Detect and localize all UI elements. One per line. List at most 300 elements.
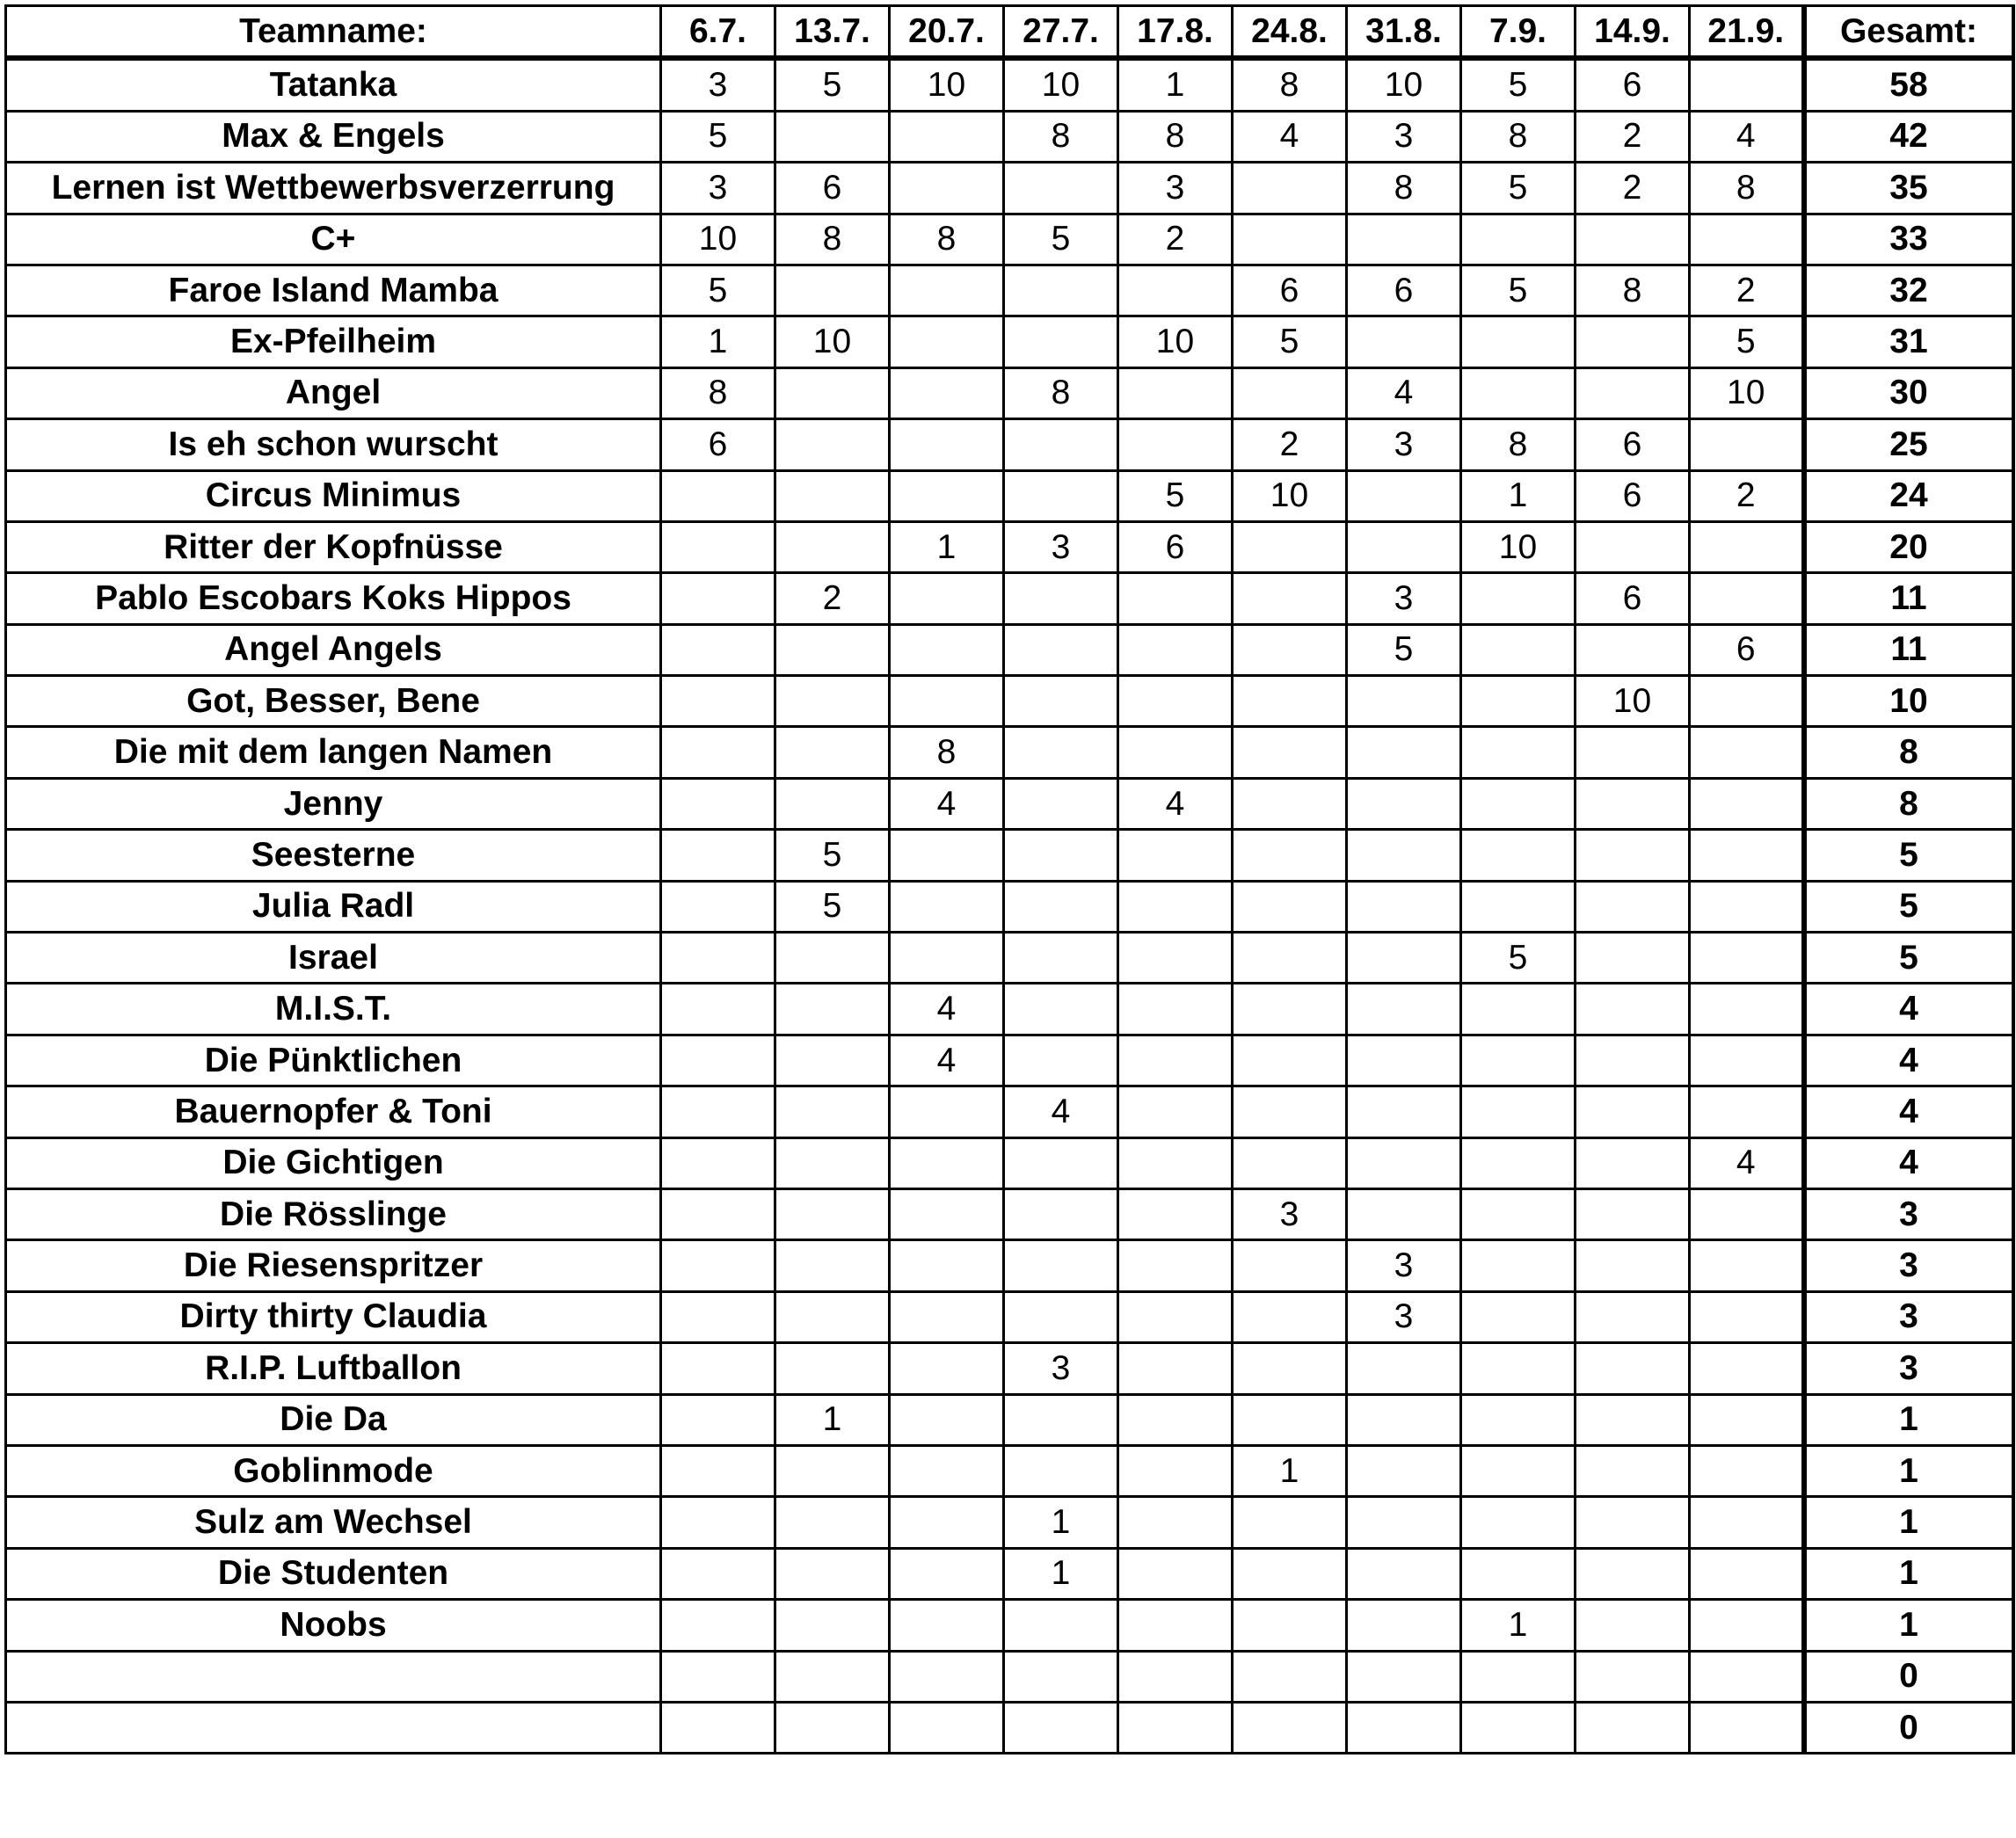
total-cell: 10 (1804, 676, 2013, 727)
team-name-cell: Die Gichtigen (6, 1137, 661, 1188)
team-name-cell: Circus Minimus (6, 470, 661, 521)
score-cell (775, 1240, 890, 1291)
score-cell (1461, 214, 1576, 265)
score-cell (1118, 830, 1233, 881)
total-cell: 11 (1804, 573, 2013, 624)
score-cell (661, 1291, 775, 1342)
score-cell: 5 (1461, 58, 1576, 111)
table-row (6, 1651, 2013, 1702)
team-name-cell: Die Studenten (6, 1548, 661, 1599)
score-cell (1118, 1702, 1233, 1753)
score-cell: 4 (1690, 1137, 1804, 1188)
score-cell (1347, 1035, 1461, 1086)
team-name-cell: Faroe Island Mamba (6, 265, 661, 316)
score-cell (1118, 1445, 1233, 1496)
score-cell (1004, 573, 1118, 624)
score-cell (1118, 367, 1233, 418)
score-cell (1576, 933, 1690, 984)
score-cell (1347, 778, 1461, 829)
table-row (6, 881, 2013, 932)
score-cell (890, 1086, 1004, 1137)
score-cell (1461, 727, 1576, 778)
score-cell (1690, 778, 1804, 829)
total-cell: 4 (1804, 984, 2013, 1035)
table-body (6, 58, 2013, 1753)
score-cell (775, 727, 890, 778)
score-cell (661, 470, 775, 521)
team-name-cell: Israel (6, 933, 661, 984)
score-cell: 10 (1004, 58, 1118, 111)
score-cell: 5 (1233, 316, 1347, 367)
score-cell (1004, 984, 1118, 1035)
score-cell (1347, 1086, 1461, 1137)
score-cell (661, 1188, 775, 1239)
score-cell (1004, 676, 1118, 727)
score-cell: 5 (775, 58, 890, 111)
score-cell (1004, 1651, 1118, 1702)
score-cell (1347, 984, 1461, 1035)
total-cell: 30 (1804, 367, 2013, 418)
score-cell (775, 111, 890, 162)
score-cell (1233, 1291, 1347, 1342)
score-cell (1004, 1137, 1118, 1188)
score-cell (1004, 933, 1118, 984)
score-cell: 8 (1233, 58, 1347, 111)
score-cell (1576, 624, 1690, 675)
team-name-cell: Jenny (6, 778, 661, 829)
team-name-cell: Angel (6, 367, 661, 418)
score-cell (1576, 1188, 1690, 1239)
score-cell: 8 (1576, 265, 1690, 316)
score-cell (1118, 984, 1233, 1035)
score-cell: 6 (661, 419, 775, 470)
score-cell: 3 (1347, 419, 1461, 470)
score-cell (661, 1343, 775, 1394)
score-cell: 5 (1461, 265, 1576, 316)
total-cell: 25 (1804, 419, 2013, 470)
score-cell: 10 (1461, 521, 1576, 572)
score-cell (1576, 778, 1690, 829)
score-cell (1118, 1188, 1233, 1239)
score-cell: 1 (775, 1394, 890, 1445)
score-cell: 5 (775, 830, 890, 881)
total-cell: 20 (1804, 521, 2013, 572)
date-column-header: 31.8. (1347, 6, 1461, 59)
score-cell (661, 1086, 775, 1137)
total-column-header: Gesamt: (1804, 6, 2013, 59)
score-cell (1004, 1240, 1118, 1291)
score-cell (1233, 1651, 1347, 1702)
score-cell (1233, 521, 1347, 572)
score-cell: 10 (775, 316, 890, 367)
score-cell: 8 (1118, 111, 1233, 162)
score-cell (1118, 933, 1233, 984)
score-cell (661, 1394, 775, 1445)
score-cell: 8 (775, 214, 890, 265)
score-cell (775, 778, 890, 829)
total-cell: 0 (1804, 1702, 2013, 1753)
score-cell (1461, 1188, 1576, 1239)
score-cell (1347, 1188, 1461, 1239)
score-cell (775, 676, 890, 727)
score-cell: 6 (1576, 470, 1690, 521)
score-cell: 2 (1576, 163, 1690, 214)
score-cell (1690, 1600, 1804, 1651)
score-cell (775, 1702, 890, 1753)
score-cell (890, 163, 1004, 214)
table-row (6, 830, 2013, 881)
score-cell (1576, 1445, 1690, 1496)
score-cell (775, 1651, 890, 1702)
score-cell (1690, 1651, 1804, 1702)
score-cell (890, 830, 1004, 881)
score-cell: 8 (1004, 111, 1118, 162)
table-row (6, 1137, 2013, 1188)
score-cell (890, 470, 1004, 521)
score-cell (1118, 1651, 1233, 1702)
score-cell (1233, 881, 1347, 932)
team-name-cell: Julia Radl (6, 881, 661, 932)
total-cell: 35 (1804, 163, 2013, 214)
score-cell (1461, 1035, 1576, 1086)
team-name-cell: Tatanka (6, 58, 661, 111)
score-cell: 10 (661, 214, 775, 265)
score-cell (1461, 1445, 1576, 1496)
score-cell: 3 (1233, 1188, 1347, 1239)
score-cell (1690, 1343, 1804, 1394)
score-cell: 10 (890, 58, 1004, 111)
total-cell: 4 (1804, 1035, 2013, 1086)
score-cell (890, 676, 1004, 727)
score-cell (1233, 727, 1347, 778)
score-cell: 8 (661, 367, 775, 418)
score-cell (1118, 1343, 1233, 1394)
table-row (6, 367, 2013, 418)
score-cell (1004, 1188, 1118, 1239)
score-cell (890, 624, 1004, 675)
score-cell: 5 (1347, 624, 1461, 675)
team-name-cell: Sulz am Wechsel (6, 1497, 661, 1548)
table-row (6, 214, 2013, 265)
score-cell: 8 (1004, 367, 1118, 418)
score-cell (1690, 1445, 1804, 1496)
score-cell (1233, 1702, 1347, 1753)
score-cell (775, 1600, 890, 1651)
total-cell: 1 (1804, 1548, 2013, 1599)
total-cell: 58 (1804, 58, 2013, 111)
score-cell (1690, 1548, 1804, 1599)
score-cell (1690, 1291, 1804, 1342)
score-cell (1690, 676, 1804, 727)
score-cell: 4 (890, 778, 1004, 829)
score-cell (1576, 367, 1690, 418)
table-row (6, 1086, 2013, 1137)
score-cell (1347, 1343, 1461, 1394)
score-cell (890, 573, 1004, 624)
date-column-header: 27.7. (1004, 6, 1118, 59)
score-cell (1690, 214, 1804, 265)
score-cell (1690, 1086, 1804, 1137)
score-cell (1576, 1651, 1690, 1702)
score-cell: 1 (1461, 470, 1576, 521)
score-cell (661, 676, 775, 727)
score-cell (1233, 367, 1347, 418)
table-row (6, 316, 2013, 367)
team-name-cell: Lernen ist Wettbewerbsverzerrung (6, 163, 661, 214)
score-cell (1690, 727, 1804, 778)
score-cell (1690, 1702, 1804, 1753)
score-cell: 5 (661, 265, 775, 316)
score-cell (1461, 1651, 1576, 1702)
total-cell: 8 (1804, 727, 2013, 778)
total-cell: 4 (1804, 1086, 2013, 1137)
total-cell: 0 (1804, 1651, 2013, 1702)
score-cell (1576, 1497, 1690, 1548)
table-row (6, 1497, 2013, 1548)
score-cell (1118, 1291, 1233, 1342)
score-cell (1576, 1548, 1690, 1599)
score-cell (1004, 419, 1118, 470)
score-cell (775, 1445, 890, 1496)
score-cell (1690, 881, 1804, 932)
total-cell: 5 (1804, 881, 2013, 932)
date-column-header: 6.7. (661, 6, 775, 59)
score-cell (890, 881, 1004, 932)
score-cell (1461, 984, 1576, 1035)
score-cell (661, 1548, 775, 1599)
score-cell (775, 1086, 890, 1137)
score-cell (661, 1445, 775, 1496)
score-cell (890, 1240, 1004, 1291)
table-row (6, 933, 2013, 984)
total-cell: 1 (1804, 1394, 2013, 1445)
date-column-header: 24.8. (1233, 6, 1347, 59)
score-cell (1004, 470, 1118, 521)
score-cell (1347, 1137, 1461, 1188)
total-cell: 8 (1804, 778, 2013, 829)
score-cell (1004, 830, 1118, 881)
team-name-cell: Ritter der Kopfnüsse (6, 521, 661, 572)
team-name-cell (6, 1702, 661, 1753)
total-cell: 5 (1804, 933, 2013, 984)
total-cell: 24 (1804, 470, 2013, 521)
score-cell (1118, 419, 1233, 470)
score-cell: 5 (1004, 214, 1118, 265)
score-cell (1233, 1137, 1347, 1188)
score-cell: 6 (1118, 521, 1233, 572)
team-name-cell: Ex-Pfeilheim (6, 316, 661, 367)
total-cell: 3 (1804, 1343, 2013, 1394)
score-cell (890, 419, 1004, 470)
score-cell: 10 (1576, 676, 1690, 727)
team-name-cell: Is eh schon wurscht (6, 419, 661, 470)
score-cell (1118, 1035, 1233, 1086)
score-cell (890, 1343, 1004, 1394)
score-cell: 5 (1690, 316, 1804, 367)
score-cell (890, 265, 1004, 316)
score-cell (1461, 1240, 1576, 1291)
score-cell (1233, 1035, 1347, 1086)
score-cell: 6 (1576, 58, 1690, 111)
score-cell: 3 (1347, 111, 1461, 162)
total-cell: 1 (1804, 1600, 2013, 1651)
team-name-cell: M.I.S.T. (6, 984, 661, 1035)
table-row (6, 624, 2013, 675)
score-cell (1118, 265, 1233, 316)
header-row (6, 6, 2013, 59)
score-cell: 4 (1004, 1086, 1118, 1137)
team-name-cell: Seesterne (6, 830, 661, 881)
team-name-cell (6, 1651, 661, 1702)
score-cell (890, 1394, 1004, 1445)
total-cell: 3 (1804, 1291, 2013, 1342)
score-cell (1118, 573, 1233, 624)
table-row (6, 1702, 2013, 1753)
score-cell (775, 1291, 890, 1342)
score-cell: 1 (1233, 1445, 1347, 1496)
score-cell (1690, 573, 1804, 624)
score-cell (661, 984, 775, 1035)
score-cell (1461, 778, 1576, 829)
score-cell (1461, 1497, 1576, 1548)
score-cell (1233, 1343, 1347, 1394)
score-cell: 1 (1461, 1600, 1576, 1651)
team-name-cell: Max & Engels (6, 111, 661, 162)
score-cell (1233, 676, 1347, 727)
table-row (6, 984, 2013, 1035)
score-cell (1118, 676, 1233, 727)
score-cell (661, 1497, 775, 1548)
score-cell (1461, 676, 1576, 727)
score-cell (1690, 1035, 1804, 1086)
score-cell: 3 (1347, 573, 1461, 624)
table-row (6, 1240, 2013, 1291)
table-row (6, 265, 2013, 316)
score-cell (1576, 1702, 1690, 1753)
score-cell: 10 (1118, 316, 1233, 367)
table-row (6, 1445, 2013, 1496)
score-cell (775, 984, 890, 1035)
date-column-header: 13.7. (775, 6, 890, 59)
score-cell (775, 1343, 890, 1394)
score-cell (1004, 1600, 1118, 1651)
score-cell (775, 367, 890, 418)
score-cell: 6 (1576, 573, 1690, 624)
score-cell (1233, 778, 1347, 829)
score-cell (1690, 1188, 1804, 1239)
score-cell (775, 1497, 890, 1548)
score-cell (1004, 163, 1118, 214)
score-cell (1233, 1240, 1347, 1291)
score-cell (1576, 1086, 1690, 1137)
score-cell (1461, 573, 1576, 624)
score-cell (1347, 1548, 1461, 1599)
team-name-cell: Got, Besser, Bene (6, 676, 661, 727)
score-cell (1118, 624, 1233, 675)
score-cell (1576, 830, 1690, 881)
date-column-header: 20.7. (890, 6, 1004, 59)
score-cell (1004, 727, 1118, 778)
score-cell: 8 (1461, 111, 1576, 162)
score-cell (890, 1188, 1004, 1239)
score-cell: 6 (1690, 624, 1804, 675)
score-cell (1347, 1600, 1461, 1651)
score-cell (1347, 1497, 1461, 1548)
team-name-cell: Pablo Escobars Koks Hippos (6, 573, 661, 624)
score-cell (661, 1600, 775, 1651)
score-cell (1690, 1497, 1804, 1548)
score-cell (1690, 1394, 1804, 1445)
score-cell (1118, 1137, 1233, 1188)
score-cell (1576, 1035, 1690, 1086)
score-cell (1233, 214, 1347, 265)
team-name-cell: Goblinmode (6, 1445, 661, 1496)
score-cell (1118, 1497, 1233, 1548)
table-row (6, 470, 2013, 521)
score-cell (1347, 1702, 1461, 1753)
score-cell (1347, 521, 1461, 572)
score-cell (1347, 830, 1461, 881)
score-cell (890, 1137, 1004, 1188)
total-cell: 32 (1804, 265, 2013, 316)
score-cell (1690, 933, 1804, 984)
score-cell (1461, 1548, 1576, 1599)
score-cell (661, 1702, 775, 1753)
score-cell (1690, 521, 1804, 572)
score-cell (1233, 1497, 1347, 1548)
score-cell (1461, 316, 1576, 367)
score-cell (661, 624, 775, 675)
score-cell (1118, 1086, 1233, 1137)
table-row (6, 1548, 2013, 1599)
table-row (6, 1600, 2013, 1651)
score-cell (1347, 676, 1461, 727)
team-name-cell: Die Pünktlichen (6, 1035, 661, 1086)
score-cell: 2 (1690, 265, 1804, 316)
score-cell (661, 1651, 775, 1702)
score-cell (1461, 830, 1576, 881)
team-name-cell: Die Rösslinge (6, 1188, 661, 1239)
score-cell (1347, 1394, 1461, 1445)
score-cell (1576, 1343, 1690, 1394)
score-cell: 4 (1690, 111, 1804, 162)
team-name-cell: Die Riesenspritzer (6, 1240, 661, 1291)
score-cell: 1 (1118, 58, 1233, 111)
score-cell (1347, 1651, 1461, 1702)
score-cell: 3 (1004, 1343, 1118, 1394)
score-cell (1461, 367, 1576, 418)
score-cell (1347, 881, 1461, 932)
score-cell: 1 (890, 521, 1004, 572)
score-cell (890, 1600, 1004, 1651)
score-cell (1347, 214, 1461, 265)
score-cell: 6 (1347, 265, 1461, 316)
score-cell (1576, 214, 1690, 265)
date-column-header: 14.9. (1576, 6, 1690, 59)
score-cell (1118, 727, 1233, 778)
score-cell: 4 (1118, 778, 1233, 829)
score-cell: 2 (1233, 419, 1347, 470)
score-cell (890, 1548, 1004, 1599)
score-cell (1118, 1240, 1233, 1291)
score-cell (1461, 1291, 1576, 1342)
score-cell (890, 367, 1004, 418)
score-cell (775, 521, 890, 572)
score-cell (1233, 933, 1347, 984)
total-cell: 3 (1804, 1188, 2013, 1239)
score-cell: 2 (1690, 470, 1804, 521)
score-cell: 5 (1118, 470, 1233, 521)
